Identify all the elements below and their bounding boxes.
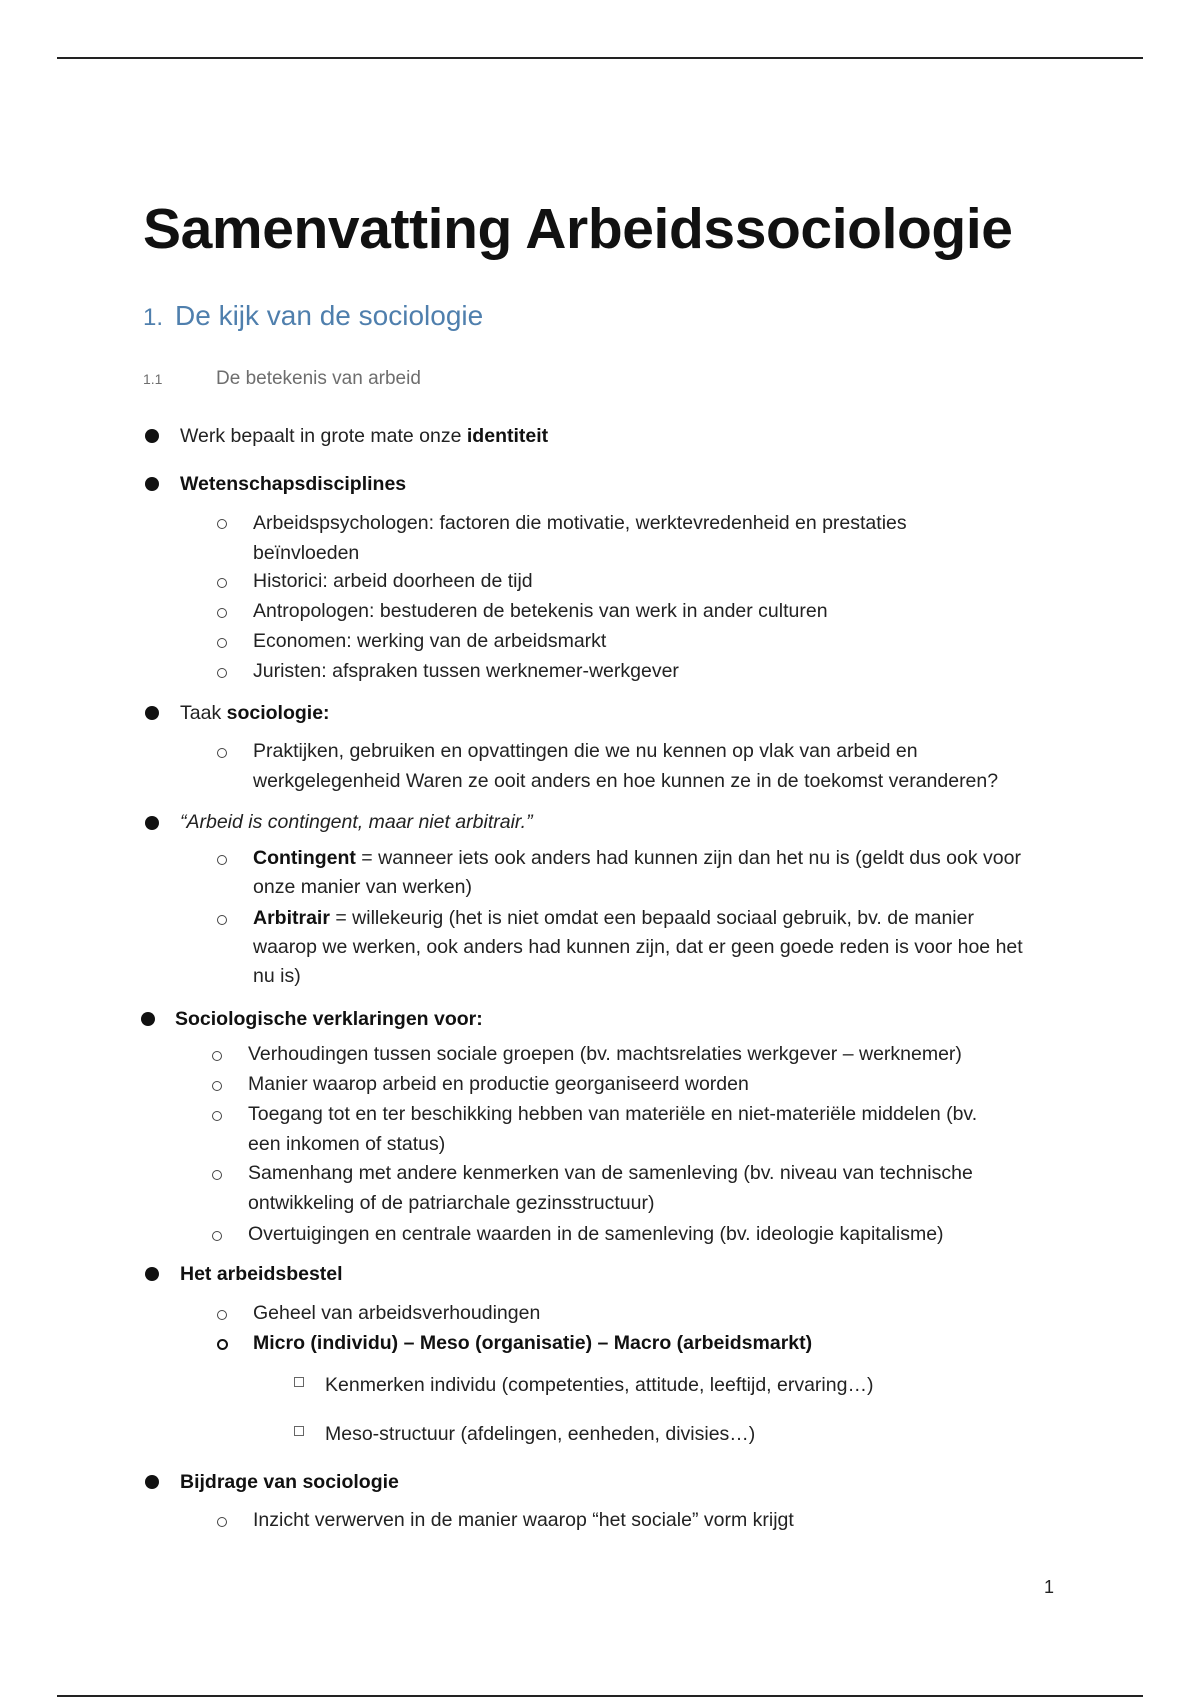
sub-bullet-icon [217, 1517, 227, 1527]
sub-list-item-continuation: ontwikkeling of de patriarchale gezinsstructuur) [248, 1192, 655, 1214]
list-item: Sociologische verklaringen voor: [175, 1008, 483, 1030]
sub-list-item: Historici: arbeid doorheen de tijd [253, 570, 533, 592]
sub-bullet-icon [212, 1231, 222, 1241]
sub-list-item: Arbeidspsychologen: factoren die motivatie, werktevredenheid en prestaties [253, 512, 907, 534]
sub-bullet-icon [217, 519, 227, 529]
sub-list-item: Contingent = wanneer iets ook anders had kunnen zijn dan het nu is (geldt dus ook voor [253, 847, 1021, 869]
document-title: Samenvatting Arbeidssociologie [143, 197, 1013, 261]
sub-list-item: Toegang tot en ter beschikking hebben van materiële en niet-materiële middelen (bv. [248, 1103, 978, 1125]
bullet-icon [141, 1012, 155, 1026]
section-number: 1.1 [143, 371, 163, 387]
sub-bullet-icon [217, 855, 227, 865]
sub-sub-list-item: Kenmerken individu (competenties, attitude, leeftijd, ervaring…) [325, 1374, 874, 1396]
sub-bullet-icon [212, 1051, 222, 1061]
list-item: “Arbeid is contingent, maar niet arbitrair.” [180, 811, 533, 833]
bullet-icon [145, 429, 159, 443]
sub-bullet-icon [217, 578, 227, 588]
list-item: Wetenschapsdisciplines [180, 473, 407, 495]
chapter-number: 1. [143, 304, 164, 331]
sub-sub-list-item: Meso-structuur (afdelingen, eenheden, divisies…) [325, 1423, 756, 1445]
list-item: Bijdrage van sociologie [180, 1471, 399, 1493]
sub-bullet-icon [212, 1111, 222, 1121]
bullet-icon [145, 706, 159, 720]
sub-list-item: Juristen: afspraken tussen werknemer-werkgever [253, 660, 679, 682]
chapter-heading [143, 300, 483, 332]
sub-bullet-icon [212, 1081, 222, 1091]
sub-bullet-icon [217, 1310, 227, 1320]
sub-list-item-continuation: waarop we werken, ook anders had kunnen zijn, dat er geen goede reden is voor hoe het [253, 936, 1023, 958]
sub-list-item: Antropologen: bestuderen de betekenis van werk in ander culturen [253, 600, 828, 622]
sub-list-item: Geheel van arbeidsverhoudingen [253, 1302, 541, 1324]
page-number: 1 [1044, 1577, 1055, 1597]
sub-list-item: Inzicht verwerven in de manier waarop “het sociale” vorm krijgt [253, 1509, 794, 1531]
sub-list-item-continuation: een inkomen of status) [248, 1133, 446, 1155]
sub-list-item: Verhoudingen tussen sociale groepen (bv. machtsrelaties werkgever – werknemer) [248, 1043, 962, 1065]
bullet-icon [145, 1475, 159, 1489]
sub-bullet-icon [217, 748, 227, 758]
sub-list-item: Overtuigingen en centrale waarden in de samenleving (bv. ideologie kapitalisme) [248, 1223, 944, 1245]
list-item: Het arbeidsbestel [180, 1263, 343, 1285]
sub-list-item-continuation: werkgelegenheid Waren ze ooit anders en hoe kunnen ze in de toekomst veranderen? [253, 770, 999, 792]
sub-list-item: Praktijken, gebruiken en opvattingen die we nu kennen op vlak van arbeid en [253, 740, 918, 762]
sub-list-item: Samenhang met andere kenmerken van de samenleving (bv. niveau van technische [248, 1162, 973, 1184]
bullet-icon [145, 1267, 159, 1281]
section-title: De betekenis van arbeid [216, 368, 421, 389]
chapter-title: De kijk van de sociologie [175, 300, 484, 331]
sub-bullet-icon [217, 668, 227, 678]
section-heading [143, 368, 421, 390]
sub-list-item: Arbitrair = willekeurig (het is niet omdat een bepaald sociaal gebruik, bv. de manier [253, 907, 974, 929]
list-item: Werk bepaalt in grote mate onze identiteit [180, 425, 549, 447]
checkbox-bullet-icon [294, 1426, 304, 1436]
sub-bullet-icon [217, 638, 227, 648]
list-item: Taak sociologie: [180, 702, 330, 724]
sub-list-item-continuation: nu is) [253, 965, 301, 987]
sub-bullet-icon [217, 1339, 228, 1350]
sub-bullet-icon [217, 915, 227, 925]
sub-bullet-icon [217, 608, 227, 618]
bullet-icon [145, 477, 159, 491]
sub-list-item: Economen: werking van de arbeidsmarkt [253, 630, 607, 652]
sub-list-item-continuation: beïnvloeden [253, 542, 360, 564]
bullet-icon [145, 816, 159, 830]
sub-list-item-continuation: onze manier van werken) [253, 876, 472, 898]
header-rule [57, 57, 1143, 59]
footer-rule [57, 1695, 1143, 1697]
checkbox-bullet-icon [294, 1377, 304, 1387]
sub-list-item: Micro (individu) – Meso (organisatie) – Macro (arbeidsmarkt) [253, 1332, 813, 1354]
sub-list-item: Manier waarop arbeid en productie georganiseerd worden [248, 1073, 749, 1095]
sub-bullet-icon [212, 1170, 222, 1180]
